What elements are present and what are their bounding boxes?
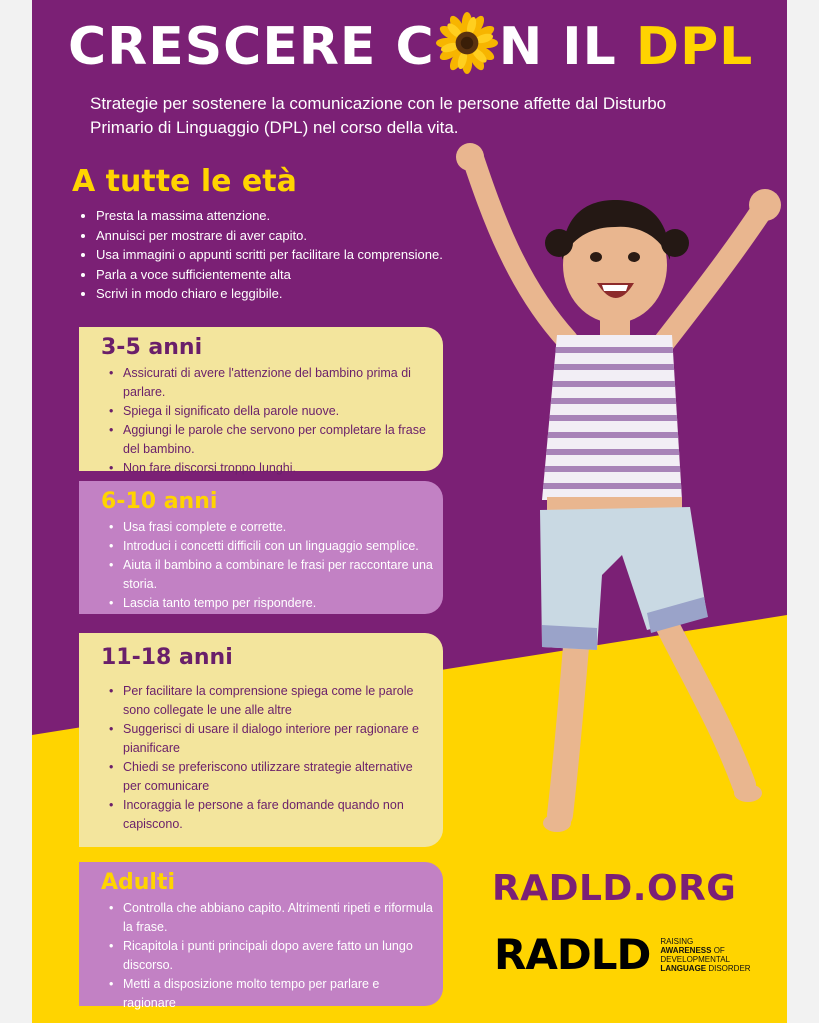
- tagline-line: RAISING: [660, 936, 694, 946]
- section-6-10-card: [79, 481, 443, 614]
- section-list: [101, 518, 433, 613]
- list-item: • Chiedi se preferiscono utilizzare strategie alternative per comunicare: [109, 758, 433, 796]
- section-11-18-card: [79, 633, 443, 847]
- radld-logo: [494, 930, 751, 979]
- section-heading: 3-5 anni: [101, 335, 203, 360]
- tagline-text: DISORDER: [706, 963, 751, 973]
- list-item: • Aggiungi le parole che servono per completare la frase del bambino.: [109, 421, 433, 459]
- intro-text: Strategie per sostenere la comunicazione con le persone affette dal Disturbo Primario di Linguaggio (DPL) nel corso della vita.: [90, 94, 667, 137]
- list-item: • Presta la massima attenzione.: [96, 206, 516, 226]
- list-item: • Metti a disposizione molto tempo per parlare e ragionare: [109, 975, 433, 1013]
- list-item: • Aiuta il bambino a combinare le frasi per raccontare una storia.: [109, 556, 433, 594]
- section-list: [101, 682, 433, 834]
- website-url: RADLD.ORG: [492, 868, 737, 909]
- tagline-bold: LANGUAGE: [660, 963, 707, 973]
- logo-tagline: [660, 937, 750, 973]
- jumping-child-illustration: [432, 135, 787, 835]
- list-item: • Suggerisci di usare il dialogo interiore per ragionare e pianificare: [109, 720, 433, 758]
- list-item: • Introduci i concetti difficili con un linguaggio semplice.: [109, 537, 433, 556]
- section-list: [101, 364, 433, 478]
- section-adulti-card: [79, 862, 443, 1010]
- list-item: • Controlla che abbiano capito. Altrimenti ripeti e riformula la frase.: [109, 899, 433, 937]
- list-item: • Per facilitare la comprensione spiega come le parole sono collegate le une alle altre: [109, 682, 433, 720]
- list-item: • Non fare discorsi troppo lunghi.: [109, 459, 433, 478]
- list-item: • Spiega il significato della parole nuove.: [109, 402, 433, 421]
- poster-title: [68, 12, 753, 79]
- list-item: • Annuisci per mostrare di aver capito.: [96, 226, 516, 246]
- list-item: • Parla a voce sufficientemente alta: [96, 265, 516, 285]
- tagline-line: [660, 964, 750, 973]
- section-heading: 11-18 anni: [101, 645, 233, 670]
- tagline-text: OF: [711, 945, 725, 955]
- tagline-line: DEVELOPMENTAL: [660, 954, 730, 964]
- section-heading: 6-10 anni: [101, 489, 218, 514]
- poster: [32, 0, 787, 1023]
- list-item: • Lascia tanto tempo per rispondere.: [109, 594, 433, 613]
- sunflower-icon: [436, 12, 498, 74]
- list-item: • Usa frasi complete e corrette.: [109, 518, 433, 537]
- tagline-line: [660, 946, 750, 955]
- section-list: [101, 899, 433, 1013]
- section-heading: Adulti: [101, 870, 176, 895]
- all-ages-heading: A tutte le età: [72, 164, 297, 199]
- title-part-2: N IL: [498, 17, 636, 77]
- list-item: • Scrivi in modo chiaro e leggibile.: [96, 284, 516, 304]
- list-item: • Usa immagini o appunti scritti per facilitare la comprensione.: [96, 245, 516, 265]
- title-highlight: DPL: [635, 17, 754, 77]
- list-item: • Incoraggia le persone a fare domande quando non capiscono.: [109, 796, 433, 834]
- title-part-1: CRESCERE C: [68, 17, 435, 77]
- logo-wordmark: RADLD: [494, 930, 651, 979]
- list-item: • Ricapitola i punti principali dopo avere fatto un lungo discorso.: [109, 937, 433, 975]
- list-item: • Assicurati di avere l'attenzione del bambino prima di parlare.: [109, 364, 433, 402]
- tagline-bold: AWARENESS: [660, 945, 712, 955]
- section-3-5-card: [79, 327, 443, 475]
